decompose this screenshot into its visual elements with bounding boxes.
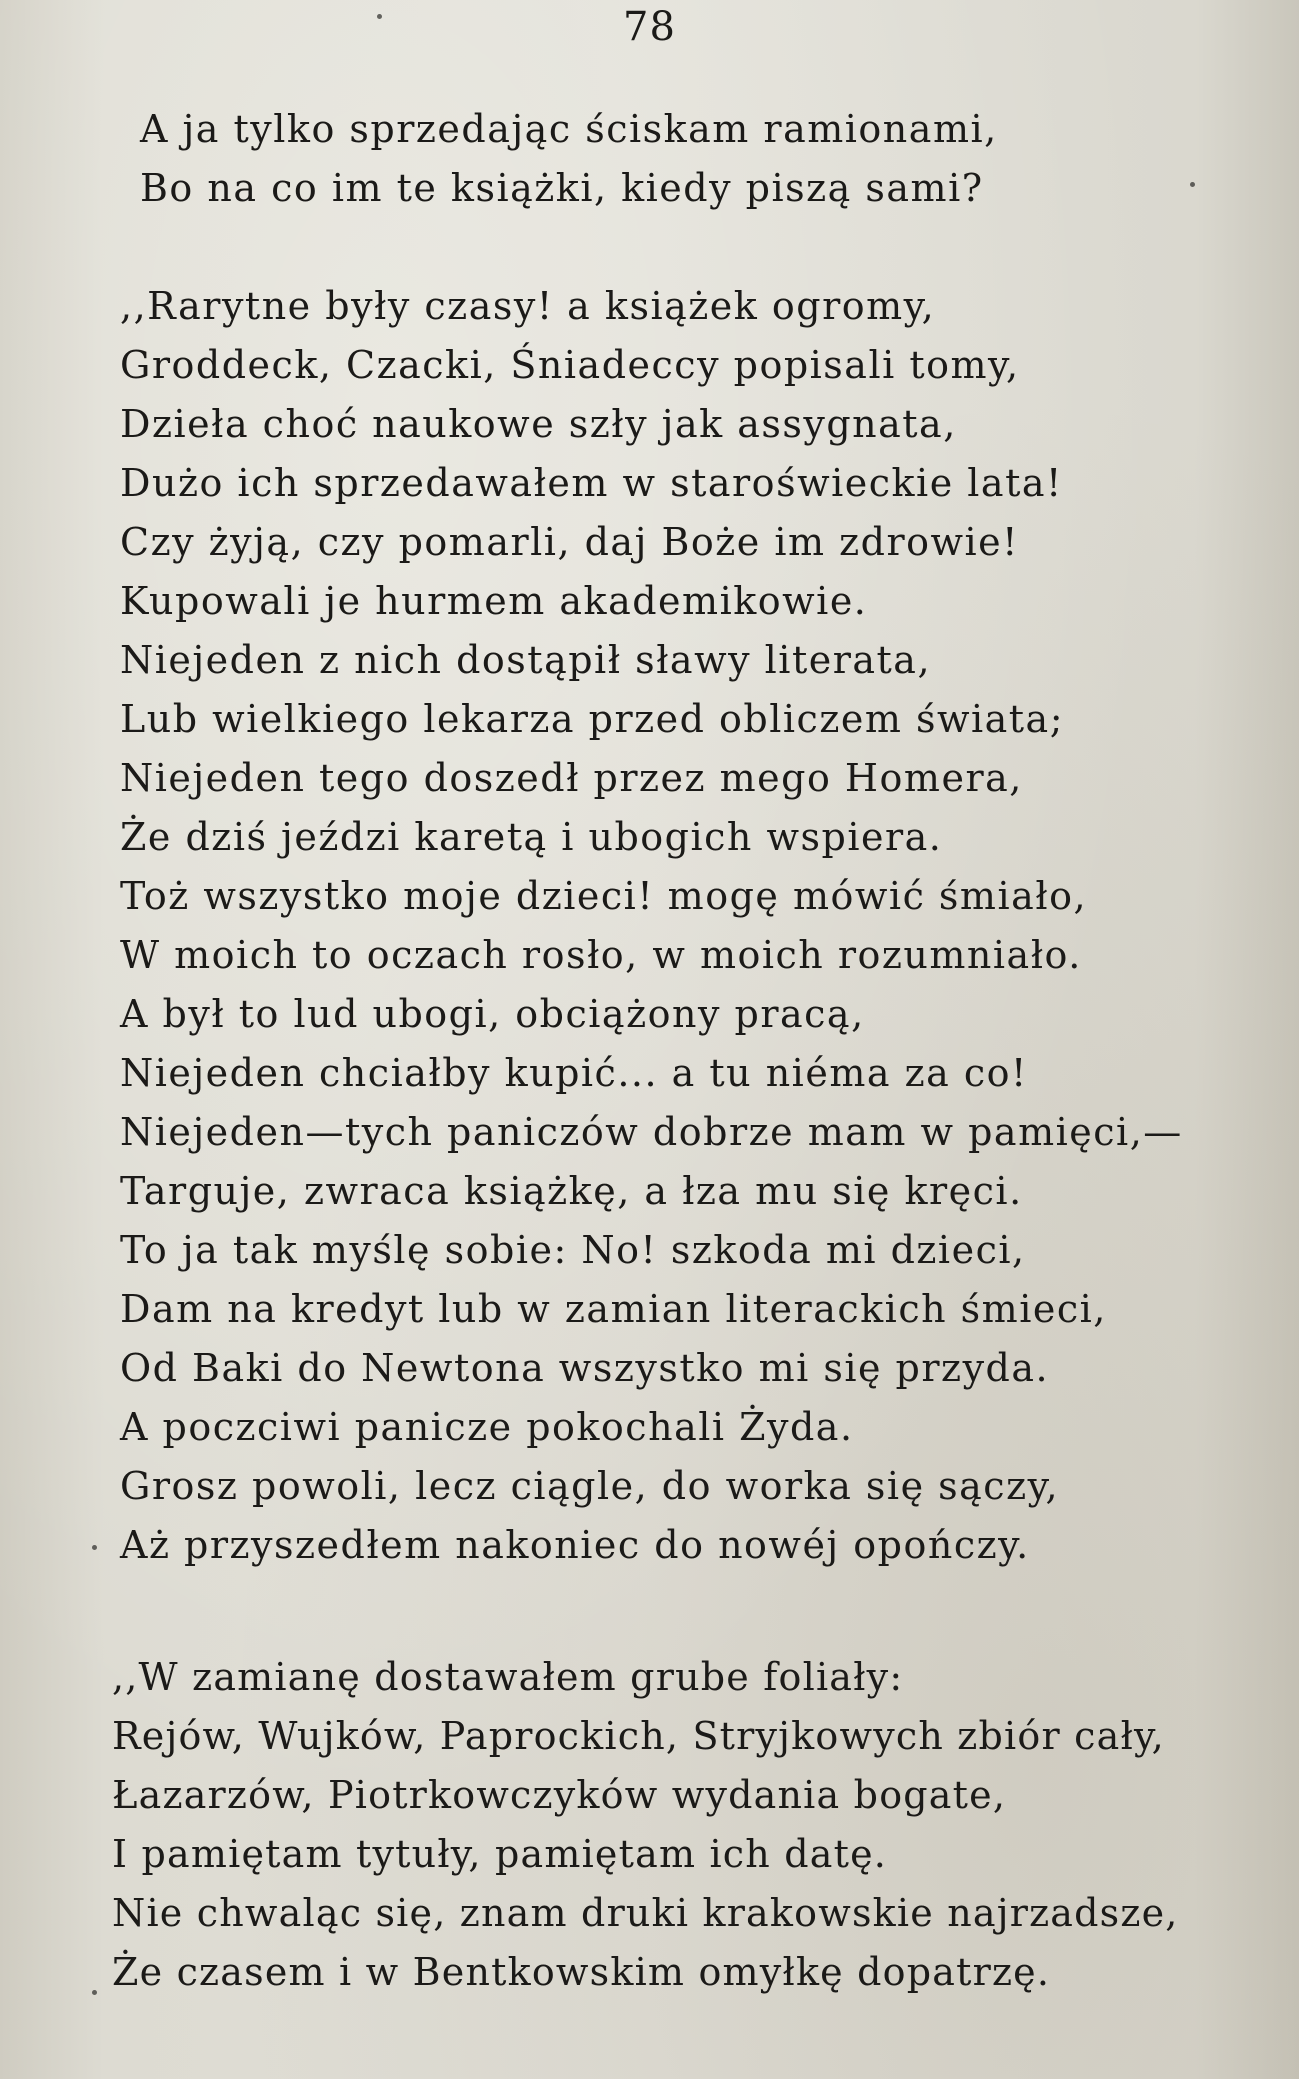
- poem-line: Czy żyją, czy pomarli, daj Boże im zdrowie!: [120, 520, 1019, 564]
- poem-line: Grosz powoli, lecz ciągle, do worka się sączy,: [120, 1464, 1060, 1508]
- poem-line: Bo na co im te książki, kiedy piszą sami?: [140, 166, 984, 210]
- poem-line: Rejów, Wujków, Paprockich, Stryjkowych zbiór cały,: [112, 1714, 1165, 1758]
- stanza-1: [140, 100, 998, 218]
- poem-line: To ja tak myślę sobie: No! szkoda mi dzieci,: [120, 1228, 1026, 1272]
- poem-line: Nie chwaląc się, znam druki krakowskie najrzadsze,: [112, 1891, 1179, 1935]
- poem-line: Że dziś jeździ karetą i ubogich wspiera.: [120, 815, 943, 859]
- stanza-2: [120, 277, 1183, 1575]
- poem-line: Aż przyszedłem nakoniec do nowéj opończy.: [120, 1523, 1030, 1567]
- ink-speck: [1190, 182, 1195, 187]
- ink-speck: [92, 1990, 97, 1995]
- poem-line: Że czasem i w Bentkowskim omyłkę dopatrzę.: [112, 1950, 1051, 1994]
- poem-line: A poczciwi panicze pokochali Żyda.: [120, 1405, 854, 1449]
- page-number: 78: [623, 4, 676, 50]
- poem-line: Dużo ich sprzedawałem w staroświeckie lata!: [120, 461, 1063, 505]
- poem-line: Niejeden tego doszedł przez mego Homera,: [120, 756, 1023, 800]
- poem-line: Lub wielkiego lekarza przed obliczem świata;: [120, 697, 1065, 741]
- poem-line: Dam na kredyt lub w zamian literackich śmieci,: [120, 1287, 1107, 1331]
- poem-line: Targuje, zwraca książkę, a łza mu się kręci.: [120, 1169, 1023, 1213]
- poem-line: Niejeden—tych paniczów dobrze mam w pamięci,—: [120, 1110, 1183, 1154]
- poem-line: W moich to oczach rosło, w moich rozumniało.: [120, 933, 1082, 977]
- poem-line: Niejeden z nich dostąpił sławy literata,: [120, 638, 932, 682]
- poem-line: Dzieła choć naukowe szły jak assygnata,: [120, 402, 957, 446]
- poem-line: A ja tylko sprzedając ściskam ramionami,: [140, 107, 998, 151]
- poem-line: Łazarzów, Piotrkowczyków wydania bogate,: [112, 1773, 1007, 1817]
- ink-speck: [92, 1545, 97, 1550]
- poem-line: I pamiętam tytuły, pamiętam ich datę.: [112, 1832, 888, 1876]
- ink-speck: [377, 14, 382, 19]
- poem-line: Od Baki do Newtona wszystko mi się przyda.: [120, 1346, 1050, 1390]
- poem-line: A był to lud ubogi, obciążony pracą,: [120, 992, 865, 1036]
- poem-line: Kupowali je hurmem akademikowie.: [120, 579, 868, 623]
- poem-line: ,,W zamianę dostawałem grube foliały:: [112, 1655, 904, 1699]
- poem-line: ,,Rarytne były czasy! a książek ogromy,: [120, 284, 936, 328]
- poem-line: Niejeden chciałby kupić... a tu niéma za co!: [120, 1051, 1028, 1095]
- poem-line: Toż wszystko moje dzieci! mogę mówić śmiało,: [120, 874, 1088, 918]
- poem-line: Groddeck, Czacki, Śniadeccy popisali tomy,: [120, 343, 1020, 387]
- stanza-3: [112, 1648, 1179, 2002]
